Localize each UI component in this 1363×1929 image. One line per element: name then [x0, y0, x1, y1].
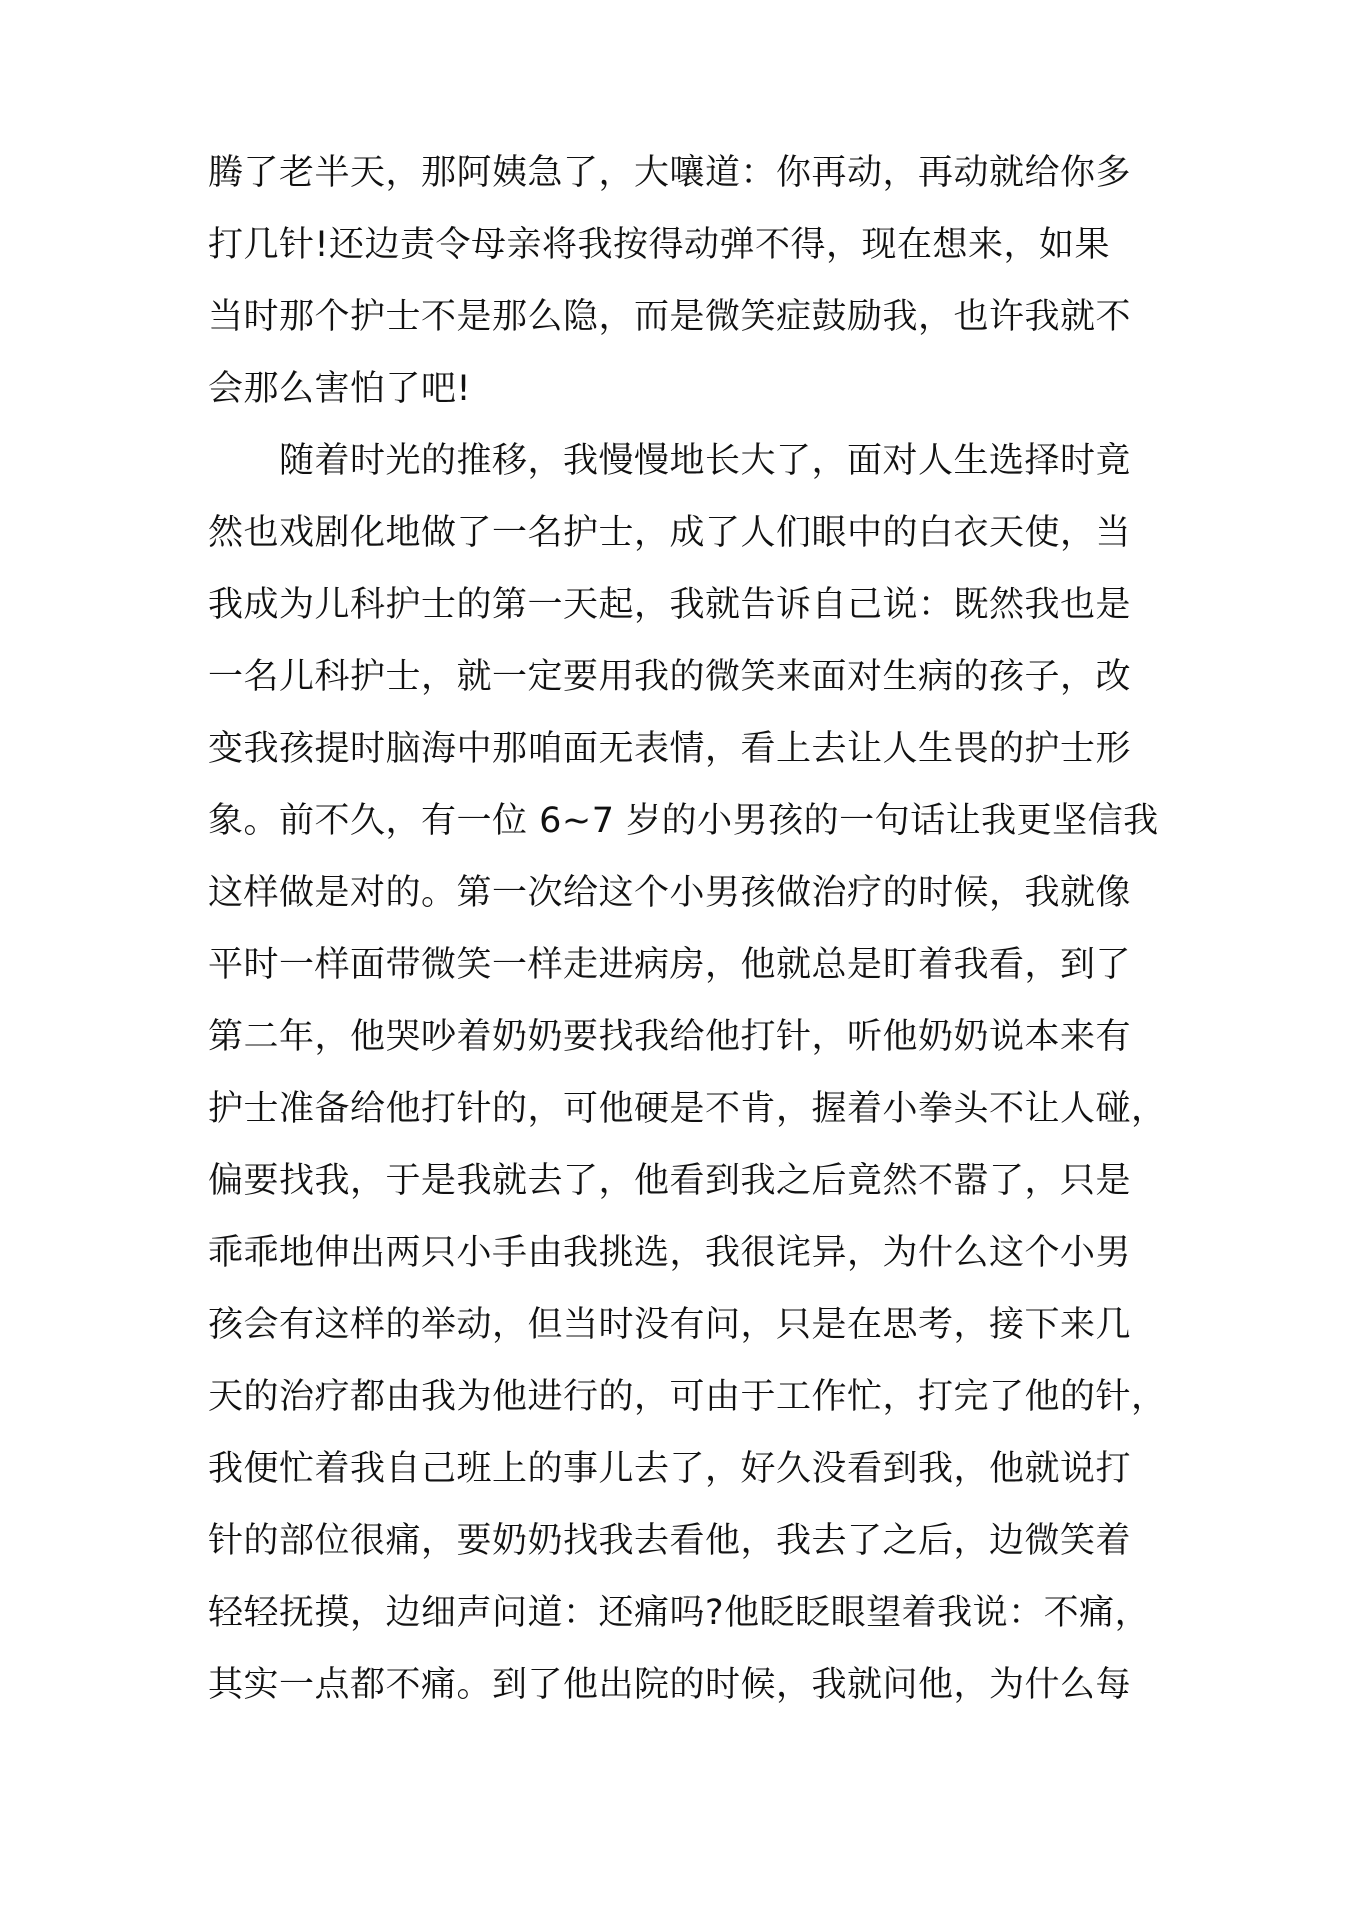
text-line: 其实一点都不痛。到了他出院的时候，我就问他，为什么每 — [208, 1665, 1132, 1705]
text-line: 孩会有这样的举动，但当时没有问，只是在思考，接下来几 — [208, 1305, 1132, 1345]
text-line: 针的部位很痛，要奶奶找我去看他，我去了之后，边微笑着 — [208, 1521, 1132, 1561]
text-line: 平时一样面带微笑一样走进病房，他就总是盯着我看，到了 — [208, 945, 1132, 985]
text-line: 轻轻抚摸，边细声问道：还痛吗?他眨眨眼望着我说：不痛， — [208, 1593, 1151, 1633]
text-line: 护士准备给他打针的，可他硬是不肯，握着小拳头不让人碰， — [208, 1089, 1167, 1129]
text-line: 天的治疗都由我为他进行的，可由于工作忙，打完了他的针， — [208, 1377, 1167, 1417]
text-line: 会那么害怕了吧! — [208, 369, 472, 409]
text-line: 这样做是对的。第一次给这个小男孩做治疗的时候，我就像 — [208, 873, 1132, 913]
text-line: 变我孩提时脑海中那咱面无表情，看上去让人生畏的护士形 — [208, 729, 1132, 769]
text-line: 我便忙着我自己班上的事儿去了，好久没看到我，他就说打 — [208, 1449, 1132, 1489]
text-line: 乖乖地伸出两只小手由我挑选，我很诧异，为什么这个小男 — [208, 1233, 1132, 1273]
text-line: 我成为儿科护士的第一天起，我就告诉自己说：既然我也是 — [208, 585, 1132, 625]
text-line: 打几针!还边责令母亲将我按得动弹不得，现在想来，如果 — [208, 225, 1111, 265]
text-line: 偏要找我，于是我就去了，他看到我之后竟然不嚣了，只是 — [208, 1161, 1132, 1201]
text-line: 一名儿科护士，就一定要用我的微笑来面对生病的孩子，改 — [208, 657, 1132, 697]
text-line: 当时那个护士不是那么隐，而是微笑症鼓励我，也许我就不 — [208, 297, 1132, 337]
text-line: 腾了老半天，那阿姨急了，大嚷道：你再动，再动就给你多 — [208, 153, 1132, 193]
text-line: 随着时光的推移，我慢慢地长大了，面对人生选择时竟 — [208, 441, 1132, 481]
text-line: 象。前不久，有一位 6~7 岁的小男孩的一句话让我更坚信我 — [208, 801, 1159, 841]
body-text — [208, 137, 1188, 1721]
text-line: 然也戏剧化地做了一名护士，成了人们眼中的白衣天使，当 — [208, 513, 1132, 553]
text-line: 第二年，他哭吵着奶奶要找我给他打针，听他奶奶说本来有 — [208, 1017, 1132, 1057]
